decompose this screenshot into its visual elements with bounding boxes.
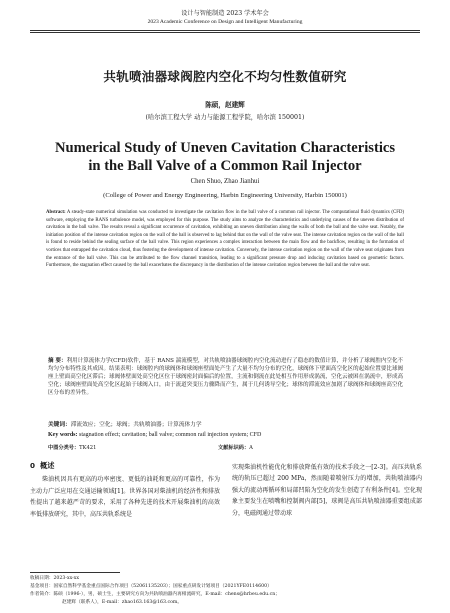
- keywords-en-text: stagnation effect; cavitation; ball valve; common rail injection system; CFD: [79, 432, 262, 438]
- body-paragraph-left: 柴油机因具有更高的功率密度、更低的油耗和更高的可靠性，作为主动力广泛应用在交通运输领域[1]。世界各国对柴油机的经济性和排放性提出了越来越严苛的要求，采用了各种先进的技术开展柴油机的高效率低排放研究，其中，高压共轨系统是: [30, 476, 220, 518]
- paper-title-en-line2: in the Ball Valve of a Common Rail Injector: [88, 158, 362, 174]
- doc-code-value: A: [249, 445, 253, 451]
- footnote-received: 收稿日期：2023-xx-xx: [30, 576, 80, 581]
- body-column-right: [232, 462, 422, 519]
- affiliation-cn: (哈尔滨工程大学 动力与能源工程学院，哈尔滨 150001): [145, 114, 305, 121]
- doc-code-label: 文献标识码：: [218, 445, 250, 451]
- affiliation-en: (College of Power and Energy Engineering, Harbin Engineering University, Harbin 150001): [103, 192, 347, 199]
- keywords-cn-text: 滞流效应；空化；球阀；共轨喷油器；计算流体力学: [70, 422, 202, 428]
- section-title: 概述: [40, 461, 55, 470]
- paper-title-en-line1: Numerical Study of Uneven Cavitation Characteristics: [54, 140, 396, 156]
- footnote-fund: 基金项目：国家自然科学基金重点国际合作项目（52061135203）；国家重点研发计划项目（2021YFE0114600）: [30, 584, 272, 589]
- body-column-left: [30, 460, 220, 520]
- footnote-author-bio: 作者简介：陈硕（1996-），男，硕士生，主要研究方向为共轨喷油器内再相流研究，E-mail：chens@hrbeu.edu.cn；: [30, 592, 280, 597]
- clc-number: [48, 444, 96, 451]
- abstract-en-label: Abstract:: [46, 210, 66, 215]
- header-rule-thin: [30, 32, 420, 33]
- abstract-en: [46, 209, 404, 270]
- journal-header-en: 2023 Academic Conference on Design and Intelligent Manufacturing: [147, 19, 303, 25]
- footnote-rule: [30, 572, 120, 573]
- paper-title-en: [0, 139, 450, 175]
- clc-label: 中图分类号：: [48, 445, 80, 451]
- paper-title-cn: 共轨喷油器球阀腔内空化不均匀性数值研究: [103, 69, 347, 84]
- authors-en: Chen Shuo, Zhao Jianhui: [190, 178, 260, 185]
- abstract-cn-label: 摘 要：: [48, 358, 67, 364]
- clc-value: TK421: [79, 445, 97, 451]
- journal-header-cn: 设计与智能制造 2023 学术年会: [181, 10, 269, 17]
- abstract-en-text: A steady-state numerical simulation was conducted to investigate the cavitation flow in the ball valve of a common rail injector. The computational fluid dynamics (CFD) software, employing the RANS turbulence model, was employed for this purpose. The study aims to analyze the characteristics and underlying causes of the uneven distribution of cavitation in the ball valve. The results reveal a significant occurrence of cavitation, exhibiting an uneven distribution along the walls of both the ball and the valve seat. Notably, the initiation position of the intense cavitation region on the wall of the ball is observed to lag behind that on the wall of the valve seat. The intense cavitation region on the wall of the ball is found to reside behind the sealing surface of the ball valve. This region experiences a complex interaction between the main flow and the backflow, resulting in the formation of vortices that entrapped the cavitation cloud, thus fostering the development of intense cavitation. Conversely, the intense cavitation region on the wall of the valve seat originates from the entrance of the ball valve. This can be attributed to the flow channel transition, leading to a significant pressure drop and inducing cavitation based on geometric factors. Furthermore, the stagnation effect caused by the ball exacerbates the discrepancy in the distribution of the intense cavitation region between the ball and the valve seat.: [46, 210, 404, 269]
- keywords-en: [48, 432, 408, 438]
- keywords-cn-label: 关键词：: [48, 422, 71, 428]
- keywords-en-label: Key words:: [48, 432, 78, 438]
- keywords-cn: [48, 419, 408, 428]
- section-number: 0: [30, 461, 36, 470]
- section-heading: [30, 460, 220, 471]
- body-paragraph-right: 实现柴油机性能优化和排放降低有效的技术手段之一[2-3]。高压共轨系统的轨压已超过 200 MPa，然而随着喷射压力的增加，共轨喷油器内强大的流动再循环和局部凹陷为空化的发生创造了有利条件[4]。空化现象主要发生在喷嘴和控制阀内部[5]，球阀是高压共轨喷油器重要组成部分，电磁阀通过带动球: [232, 464, 422, 517]
- abstract-cn-text: 利用计算流体力学(CFD)软件，基于 RANS 湍流模型，对共轨喷油器球阀腔内空化流动进行了稳态的数值计算，并分析了球阀腔内空化不均匀分布特性及其成因。结果表明：球阀腔内的球阀体和球阀座壁面处产生了大量不均匀分布的空化，球阀体下壁面高空化区的起始位置要比球阀座上壁面高空化区滞后；球阀体壁面处高空化区位于球阀密封面偏后的位置，主流和倒流在此处相互作用形成涡流，空化云被困在涡流中，形成高空化；球阀座壁面处高空化区起始于球阀入口，由于流道突变压力骤降而产生，属于几何诱导空化；球体的滞流效应加剧了球阀体和球阀座高空化区分布的差异性。: [48, 358, 403, 397]
- footnote-corresponding: 赵建辉（联系人），E-mail：zhao163.163@163.com。: [62, 600, 183, 605]
- authors-cn: 陈硕，赵建辉: [205, 101, 245, 109]
- abstract-cn: [48, 357, 403, 397]
- document-code: [218, 444, 253, 451]
